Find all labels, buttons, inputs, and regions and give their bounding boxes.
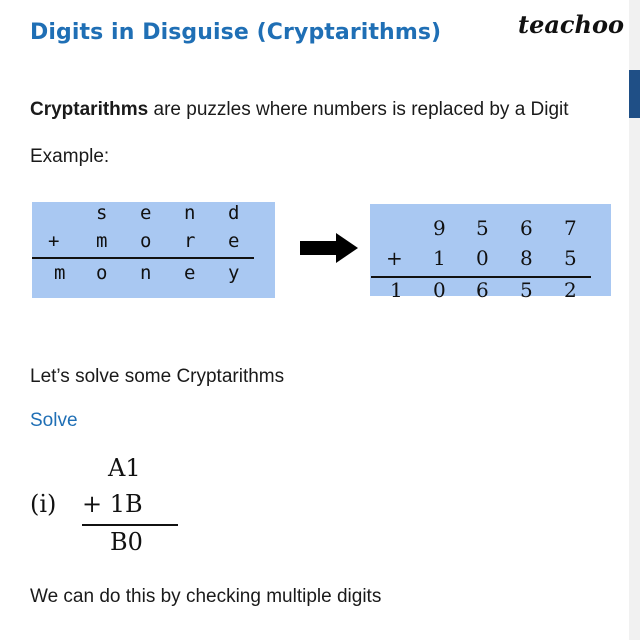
puzzle-digit: 1	[390, 278, 403, 302]
puzzle-letter: e	[184, 262, 196, 284]
right-arrow-icon	[300, 233, 358, 263]
puzzle-digit: 0	[476, 246, 489, 270]
solve-label: Solve	[30, 410, 78, 431]
puzzle-letter: s	[96, 202, 108, 224]
equation-line-1: A1	[108, 454, 141, 482]
brand-logo: teachoo	[518, 10, 624, 39]
puzzle-digit: 9	[433, 216, 446, 240]
intro-rest: are puzzles where numbers is replaced by a Digit	[148, 99, 569, 120]
puzzle-letter: d	[228, 202, 240, 224]
puzzle-digit: 2	[564, 278, 577, 302]
closing-text: We can do this by checking multiple digits	[30, 586, 382, 607]
solve-intro-text: Let’s solve some Cryptarithms	[30, 366, 285, 387]
word-puzzle-box	[32, 202, 275, 298]
intro-bold-term: Cryptarithms	[30, 99, 149, 120]
puzzle-letter: o	[140, 230, 152, 252]
plus-sign: +	[48, 230, 60, 252]
puzzle-letter: r	[184, 230, 196, 252]
puzzle-digit: 5	[520, 278, 533, 302]
scrollbar-thumb[interactable]	[629, 70, 640, 118]
puzzle-letter: e	[140, 202, 152, 224]
puzzle-digit: 6	[520, 216, 533, 240]
example-label: Example:	[30, 146, 110, 167]
puzzle-letter: m	[96, 230, 108, 252]
puzzle-digit: 8	[520, 246, 533, 270]
equation-line-2: + 1B	[82, 490, 143, 518]
sum-line	[32, 257, 254, 259]
equation-sum-line	[82, 524, 178, 526]
puzzle-digit: 7	[564, 216, 577, 240]
puzzle-letter: o	[96, 262, 108, 284]
equation-line-3: B0	[110, 528, 143, 556]
puzzle-digit: 5	[564, 246, 577, 270]
puzzle-digit: 0	[433, 278, 446, 302]
plus-sign: +	[386, 246, 403, 270]
puzzle-letter: e	[228, 230, 240, 252]
puzzle-digit: 6	[476, 278, 489, 302]
page-title: Digits in Disguise (Cryptarithms)	[30, 20, 442, 45]
puzzle-letter: n	[140, 262, 152, 284]
problem-number: (i)	[30, 490, 57, 518]
puzzle-letter: m	[54, 262, 66, 284]
number-puzzle-box	[370, 204, 611, 302]
intro-text	[30, 99, 569, 121]
puzzle-letter: n	[184, 202, 196, 224]
puzzle-digit: 5	[476, 216, 489, 240]
puzzle-letter: y	[228, 262, 240, 284]
puzzle-digit: 1	[433, 246, 446, 270]
